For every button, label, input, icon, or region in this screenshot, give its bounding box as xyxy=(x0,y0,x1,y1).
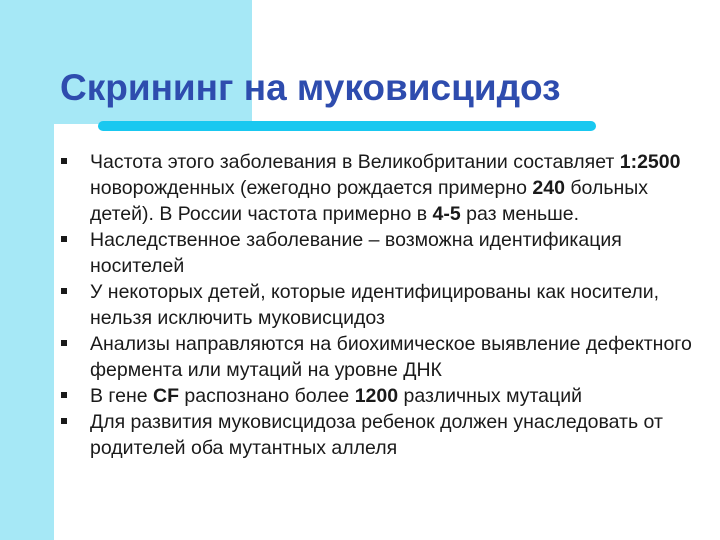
bullet-text-part: В гене xyxy=(90,385,153,407)
square-bullet-icon xyxy=(61,418,67,424)
bullet-text-part: 240 xyxy=(532,177,565,199)
bullet-text-part: Наследственное заболевание – возможна идентификация носителей xyxy=(90,229,622,277)
bullet-item xyxy=(57,227,707,279)
bullet-text xyxy=(90,151,680,225)
bullet-text-part: различных мутаций xyxy=(398,385,582,407)
bullet-text-part: У некоторых детей, которые идентифицированы как носители, нельзя исключить муковисцидоз xyxy=(90,281,660,329)
bullet-list xyxy=(57,149,707,461)
bullet-text xyxy=(90,385,582,407)
square-bullet-icon xyxy=(61,236,67,242)
bullet-text-part: Частота этого заболевания в Великобритании составляет xyxy=(90,151,620,173)
square-bullet-icon xyxy=(61,392,67,398)
bullet-text-part: раз меньше. xyxy=(460,203,580,225)
bullet-text-part: 1:2500 xyxy=(619,151,681,173)
bullet-item xyxy=(57,279,707,331)
bullet-item xyxy=(57,149,707,227)
slide-title: Скрининг на муковисцидоз xyxy=(60,67,561,108)
square-bullet-icon xyxy=(61,288,67,294)
bullet-text xyxy=(90,333,692,381)
square-bullet-icon xyxy=(61,158,67,164)
bullet-text xyxy=(90,229,622,277)
bullet-item xyxy=(57,383,707,409)
bullet-text-part: Для развития муковисцидоза ребенок должен унаследовать от родителей оба мутантных аллеля xyxy=(90,411,663,459)
bullet-text-part: больных детей). В России частота примерно в xyxy=(90,177,649,225)
bullet-text-part: 4-5 xyxy=(432,203,461,225)
bullet-item xyxy=(57,409,707,461)
bullet-text xyxy=(90,411,663,459)
bullet-text-part: распознано более xyxy=(179,385,355,407)
bullet-text-part: новорожденных (ежегодно рождается примерно xyxy=(90,177,533,199)
accent-strip xyxy=(0,124,54,540)
bullet-text-part: 1200 xyxy=(354,385,399,407)
bullet-text xyxy=(90,281,659,329)
square-bullet-icon xyxy=(61,340,67,346)
bullet-text-part: CF xyxy=(153,385,179,407)
bullet-item xyxy=(57,331,707,383)
title-underline xyxy=(98,121,596,131)
bullet-text-part: Анализы направляются на биохимическое выявление дефектного фермента или мутаций на уровне ДНК xyxy=(90,333,692,381)
